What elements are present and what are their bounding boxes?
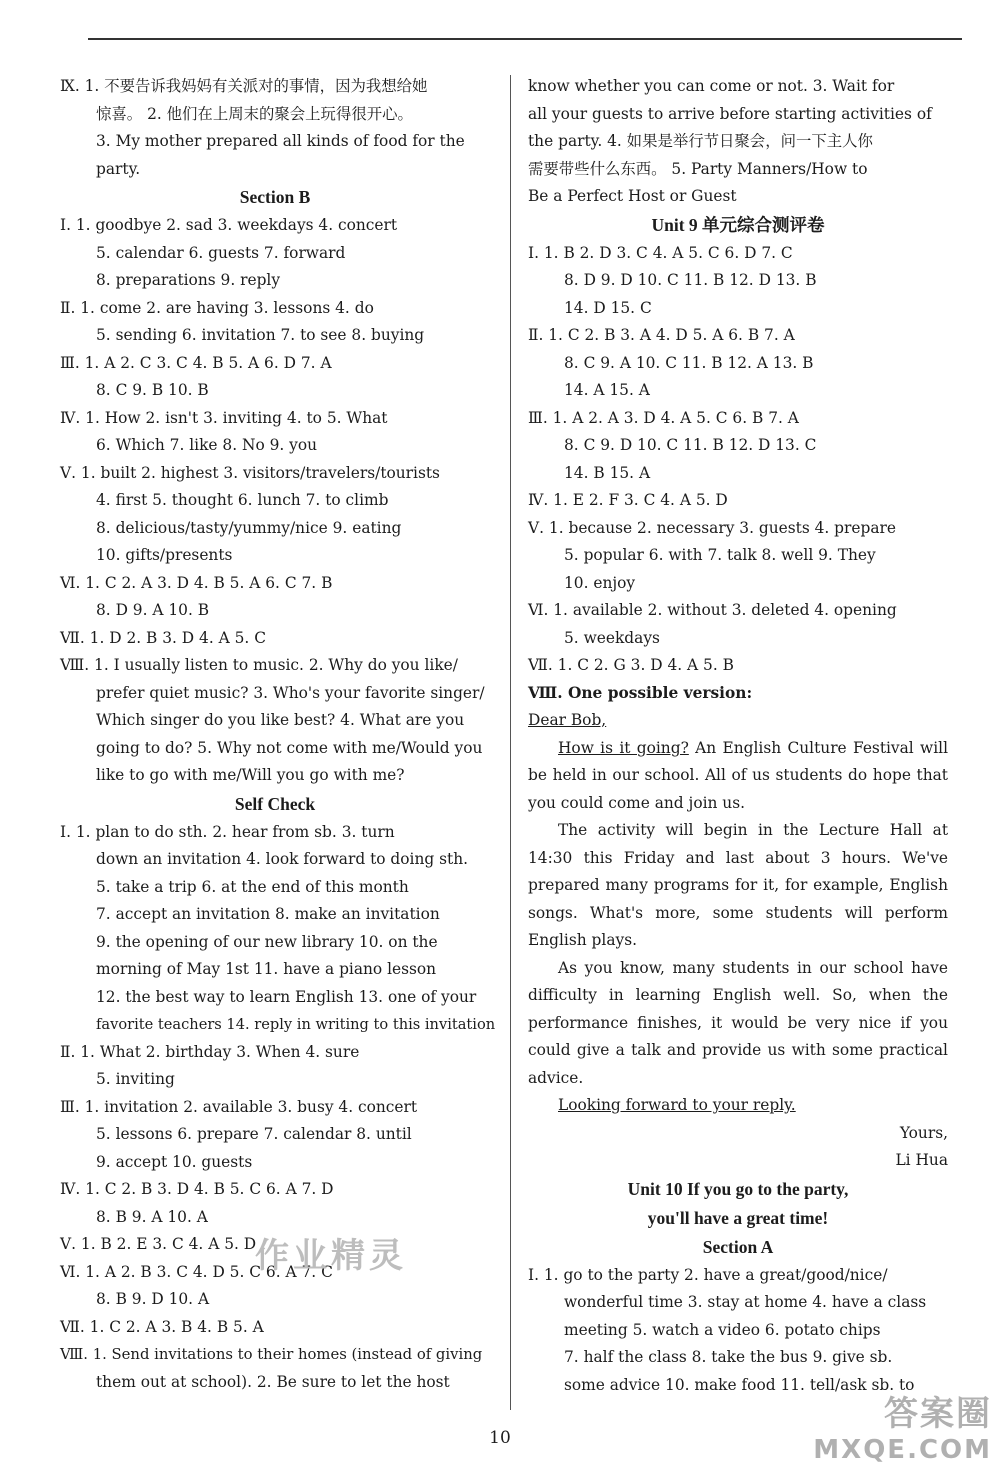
answer-line: 14. B 15. A xyxy=(564,463,651,482)
answer-line: 7. accept an invitation 8. make an invitation xyxy=(96,905,440,923)
answer-line: Ⅵ. 1. A 2. B 3. C 4. D 5. C 6. A 7. C xyxy=(60,1262,333,1281)
answer-line: going to do? 5. Why not come with me/Would you xyxy=(96,738,483,757)
answer-line: 8. C 9. B 10. B xyxy=(96,381,209,399)
left-column xyxy=(60,73,496,1396)
answer-line: 8. C 9. D 10. C 11. B 12. D 13. C xyxy=(564,436,817,454)
answer-line: Ⅳ. 1. How 2. isn't 3. inviting 4. to 5. What xyxy=(60,408,388,427)
answer-line: Ⅵ. 1. C 2. A 3. D 4. B 5. A 6. C 7. B xyxy=(60,573,333,592)
answer-line: Ⅴ. 1. built 2. highest 3. visitors/travelers/tourists xyxy=(60,463,440,482)
letter-paragraph: As you know, many students in our school have difficulty in learning English well. So, when the performance finishes, it would be very nice if you could give a talk and provide us with some practical advice. xyxy=(528,958,948,1087)
answer-line: Ⅷ. 1. I usually listen to music. 2. Why do you like/ xyxy=(60,656,458,674)
answer-line: 5. inviting xyxy=(96,1070,175,1088)
watermark-url: MXQE.COM xyxy=(813,1435,992,1465)
answer-line: 9. the opening of our new library 10. on the xyxy=(96,932,438,951)
unit-heading: you'll have a great time! xyxy=(647,1207,829,1228)
letter-greeting-text: Dear Bob, xyxy=(528,711,607,729)
column-divider xyxy=(510,75,511,1410)
answer-line: 5. take a trip 6. at the end of this month xyxy=(96,877,409,896)
page-number: 10 xyxy=(489,1428,511,1448)
text-line: party. xyxy=(96,159,141,178)
answer-line: 8. B 9. A 10. A xyxy=(96,1207,208,1226)
answer-line: Ⅳ. 1. C 2. B 3. D 4. B 5. C 6. A 7. D xyxy=(60,1180,334,1198)
top-rule xyxy=(88,38,962,40)
essay-label: Ⅷ. One possible version: xyxy=(528,683,753,702)
answer-line: 5. calendar 6. guests 7. forward xyxy=(96,243,346,262)
answer-line: Ⅰ. 1. go to the party 2. have a great/good/nice/ xyxy=(528,1265,888,1284)
text-line: Ⅸ. 1. 不要告诉我妈妈有关派对的事情，因为我想给她 xyxy=(60,77,428,95)
letter-close: Yours, xyxy=(899,1123,948,1142)
answer-line: 10. enjoy xyxy=(564,573,636,592)
section-heading: Self Check xyxy=(234,793,316,814)
answer-line: 8. B 9. D 10. A xyxy=(96,1290,210,1308)
answer-line: Ⅰ. 1. B 2. D 3. C 4. A 5. C 6. D 7. C xyxy=(528,243,793,262)
answer-line: morning of May 1st 11. have a piano lesson xyxy=(96,960,437,978)
answer-line: Ⅶ. 1. D 2. B 3. D 4. A 5. C xyxy=(60,628,266,647)
section-heading: Section A xyxy=(702,1236,774,1257)
answer-line: 12. the best way to learn English 13. one of your xyxy=(96,987,477,1006)
answer-line: Ⅰ. 1. goodbye 2. sad 3. weekdays 4. concert xyxy=(60,216,398,234)
answer-line: 5. sending 6. invitation 7. to see 8. buying xyxy=(96,326,425,344)
answer-line: 9. accept 10. guests xyxy=(96,1152,253,1171)
section-heading: Section B xyxy=(239,187,311,207)
answer-line: Ⅷ. 1. Send invitations to their homes (instead of giving xyxy=(60,1346,483,1363)
letter-paragraph xyxy=(528,735,948,818)
letter-paragraph-text: An English Culture Festival will be held in our school. All of us students do hope that you could come and join us. xyxy=(528,738,948,812)
answer-line: 14. D 15. C xyxy=(564,298,652,317)
right-column xyxy=(528,73,948,1399)
answer-line: 7. half the class 8. take the bus 9. give sb. xyxy=(564,1348,893,1366)
answer-line: Ⅶ. 1. C 2. A 3. B 4. B 5. A xyxy=(60,1317,264,1336)
corner-watermark xyxy=(813,1386,992,1465)
answer-line: Ⅲ. 1. A 2. C 3. C 4. B 5. A 6. D 7. A xyxy=(60,353,332,372)
unit-heading: Unit 10 If you go to the party, xyxy=(627,1178,849,1199)
text-line: all your guests to arrive before starting activities of xyxy=(528,104,932,123)
answer-line: Ⅳ. 1. E 2. F 3. C 4. A 5. D xyxy=(528,491,728,509)
answer-line: Ⅰ. 1. plan to do sth. 2. hear from sb. 3. turn xyxy=(60,822,395,841)
answer-line: down an invitation 4. look forward to doing sth. xyxy=(96,850,469,868)
answer-line: 8. D 9. A 10. B xyxy=(96,601,210,619)
answer-line: 8. D 9. D 10. C 11. B 12. D 13. B xyxy=(564,271,817,289)
answer-line: Ⅱ. 1. C 2. B 3. A 4. D 5. A 6. B 7. A xyxy=(528,326,795,344)
answer-line: prefer quiet music? 3. Who's your favorite singer/ xyxy=(96,683,485,702)
answer-line: 5. lessons 6. prepare 7. calendar 8. until xyxy=(96,1125,412,1143)
answer-line: Ⅶ. 1. C 2. G 3. D 4. A 5. B xyxy=(528,656,734,674)
answer-line: 8. preparations 9. reply xyxy=(96,271,281,289)
text-line: 需要带些什么东西。 5. Party Manners/How to xyxy=(528,159,868,178)
letter-greeting xyxy=(528,707,948,735)
answer-line: meeting 5. watch a video 6. potato chips xyxy=(564,1320,881,1339)
answer-line: 14. A 15. A xyxy=(564,381,650,399)
answer-line: them out at school). 2. Be sure to let the host xyxy=(96,1372,450,1391)
answer-line: Ⅴ. 1. B 2. E 3. C 4. A 5. D xyxy=(60,1235,257,1253)
answer-line: Ⅵ. 1. available 2. without 3. deleted 4. opening xyxy=(528,601,897,619)
stamp-watermark: 作业精灵 xyxy=(255,1236,407,1276)
watermark-title: 答案圈 xyxy=(884,1394,992,1434)
answer-line: Ⅲ. 1. invitation 2. available 3. busy 4. concert xyxy=(60,1097,418,1116)
letter-paragraph xyxy=(528,1092,948,1120)
answer-line: some advice 10. make food 11. tell/ask sb. to xyxy=(564,1375,915,1394)
text-line: the party. 4. 如果是举行节日聚会，问一下主人你 xyxy=(528,132,873,150)
answer-line: 5. popular 6. with 7. talk 8. well 9. They xyxy=(564,546,876,564)
unit-heading: Unit 9 单元综合测评卷 xyxy=(651,214,825,235)
answer-line: favorite teachers 14. reply in writing to this invitation xyxy=(96,1016,496,1033)
answer-line: 8. C 9. A 10. C 11. B 12. A 13. B xyxy=(564,353,814,372)
text-line: 惊喜。 2. 他们在上周末的聚会上玩得很开心。 xyxy=(96,104,413,123)
answer-line: 6. Which 7. like 8. No 9. you xyxy=(96,436,318,454)
letter-opening: How is it going? xyxy=(558,738,689,757)
answer-line: Ⅱ. 1. What 2. birthday 3. When 4. sure xyxy=(60,1042,360,1061)
text-line: know whether you can come or not. 3. Wait for xyxy=(528,77,895,95)
answer-line: 4. first 5. thought 6. lunch 7. to climb xyxy=(96,491,389,509)
answer-line: Ⅲ. 1. A 2. A 3. D 4. A 5. C 6. B 7. A xyxy=(528,408,799,427)
text-line: Be a Perfect Host or Guest xyxy=(528,187,737,205)
letter-paragraph: The activity will begin in the Lecture Hall at 14:30 this Friday and last about 3 hours. We've prepared many programs for it, for example, English songs. What's more, some students will perform English plays. xyxy=(528,821,948,949)
answer-line: wonderful time 3. stay at home 4. have a class xyxy=(564,1293,927,1311)
letter-closing-line: Looking forward to your reply. xyxy=(558,1096,796,1114)
answer-line: 8. delicious/tasty/yummy/nice 9. eating xyxy=(96,518,402,537)
answer-line: Ⅱ. 1. come 2. are having 3. lessons 4. do xyxy=(60,298,374,317)
answer-line: Which singer do you like best? 4. What are you xyxy=(96,711,465,729)
letter-signature: Li Hua xyxy=(895,1151,948,1169)
answer-line: 5. weekdays xyxy=(564,628,660,647)
answer-line: Ⅴ. 1. because 2. necessary 3. guests 4. prepare xyxy=(528,518,896,537)
text-line: 3. My mother prepared all kinds of food for the xyxy=(96,132,465,150)
answer-line: 10. gifts/presents xyxy=(96,546,233,564)
answer-line: like to go with me/Will you go with me? xyxy=(96,766,405,784)
